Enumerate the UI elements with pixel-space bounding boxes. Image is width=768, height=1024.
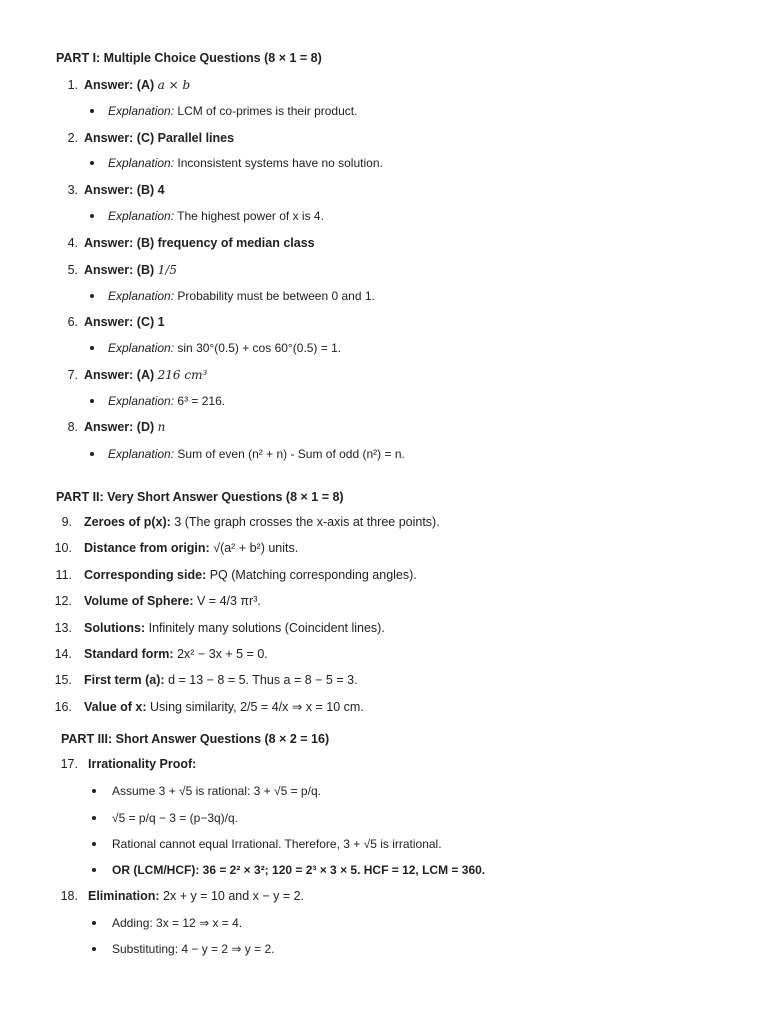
answer-label: Value of x: xyxy=(84,700,147,714)
explanation-text: sin 30°(0.5) + cos 60°(0.5) = 1. xyxy=(177,341,342,355)
answer-body xyxy=(84,314,165,330)
answer-label: Zeroes of p(x): xyxy=(84,515,171,529)
answer-body xyxy=(84,419,165,435)
item-number: 2. xyxy=(67,131,78,145)
explanation-label: Explanation: xyxy=(108,341,175,355)
answer-body xyxy=(84,77,190,93)
answer-label: Corresponding side: xyxy=(84,568,207,582)
item-number: 11. xyxy=(55,568,72,582)
answer-body xyxy=(84,130,234,146)
answer-body xyxy=(84,235,315,251)
answer-label: Standard form: xyxy=(84,647,174,661)
explanation-text: Probability must be between 0 and 1. xyxy=(177,289,375,303)
bullet-dot xyxy=(90,294,94,298)
answer-body xyxy=(84,262,177,278)
item-number: 8. xyxy=(67,420,78,434)
item-number: 1. xyxy=(67,78,78,92)
answer-text: Infinitely many solutions (Coincident lines). xyxy=(148,621,385,635)
explanation-line xyxy=(108,288,375,304)
answer-label: Solutions: xyxy=(84,621,146,635)
explanation-line xyxy=(108,208,324,224)
answer-label: Answer: (A) xyxy=(84,368,155,382)
explanation-line xyxy=(108,393,225,409)
bullet-dot xyxy=(92,842,96,846)
explanation-text: Sum of even (n² + n) - Sum of odd (n²) = n. xyxy=(177,447,405,461)
explanation-label: Explanation: xyxy=(108,104,175,118)
bullet-line: Rational cannot equal Irrational. Therefore, 3 + √5 is irrational. xyxy=(112,837,442,851)
explanation-label: Explanation: xyxy=(108,447,175,461)
answer-text: √(a² + b²) units. xyxy=(213,541,299,555)
item-number: 5. xyxy=(67,263,78,277)
bullet-line: Assume 3 + √5 is rational: 3 + √5 = p/q. xyxy=(112,784,321,798)
part1-heading: PART I: Multiple Choice Questions (8 × 1 = 8) xyxy=(56,51,322,65)
item-number: 10. xyxy=(54,541,72,555)
answer-body xyxy=(84,367,207,383)
answer-text: PQ (Matching corresponding angles). xyxy=(209,568,417,582)
item-text: 2x + y = 10 and x − y = 2. xyxy=(163,889,305,903)
item-number: 3. xyxy=(67,183,78,197)
explanation-line xyxy=(108,340,341,356)
answer-body xyxy=(84,182,165,198)
explanation-label: Explanation: xyxy=(108,289,175,303)
item-number: 4. xyxy=(67,236,78,250)
answer-math: n xyxy=(157,420,166,434)
item-number: 18. xyxy=(60,889,78,903)
item-number: 7. xyxy=(67,368,78,382)
bullet-dot xyxy=(92,816,96,820)
explanation-text: LCM of co-primes is their product. xyxy=(177,104,358,118)
answer-math: a × b xyxy=(157,78,191,92)
answer-text: Using similarity, 2/5 = 4/x ⇒ x = 10 cm. xyxy=(150,700,364,714)
answer-text: 2x² − 3x + 5 = 0. xyxy=(177,647,268,661)
bullet-dot xyxy=(92,789,96,793)
item-number: 12. xyxy=(54,594,72,608)
answer-body xyxy=(84,699,364,715)
item-number: 9. xyxy=(61,515,72,529)
bullet-dot xyxy=(90,161,94,165)
item-number: 16. xyxy=(54,700,72,714)
item-number: 13. xyxy=(54,621,72,635)
answer-label: Volume of Sphere: xyxy=(84,594,194,608)
item-label: Elimination: xyxy=(88,889,160,903)
item-number: 17. xyxy=(60,757,78,771)
bullet-line: √5 = p/q − 3 = (p−3q)/q. xyxy=(112,811,239,825)
bullet-dot xyxy=(90,214,94,218)
bullet-dot xyxy=(90,109,94,113)
item-label: Irrationality Proof: xyxy=(88,757,197,771)
answer-label: Distance from origin: xyxy=(84,541,210,555)
answer-body xyxy=(84,567,417,583)
explanation-line xyxy=(108,155,383,171)
item-number: 6. xyxy=(67,315,78,329)
bullet-dot xyxy=(90,399,94,403)
bullet-line: Adding: 3x = 12 ⇒ x = 4. xyxy=(112,916,243,930)
bullet-dot xyxy=(90,346,94,350)
answer-text: d = 13 − 8 = 5. Thus a = 8 − 5 = 3. xyxy=(168,673,358,687)
answer-label: Answer: (C) 1 xyxy=(84,315,165,329)
answer-label: First term (a): xyxy=(84,673,165,687)
explanation-text: Inconsistent systems have no solution. xyxy=(177,156,383,170)
part2-heading: PART II: Very Short Answer Questions (8 × 1 = 8) xyxy=(56,490,344,504)
item-number: 14. xyxy=(54,647,72,661)
item-number: 15. xyxy=(54,673,72,687)
answer-body xyxy=(84,514,440,530)
answer-label: Answer: (B) xyxy=(84,263,155,277)
answer-body xyxy=(84,540,298,556)
explanation-text: 6³ = 216. xyxy=(177,394,226,408)
answer-body xyxy=(84,620,385,636)
answer-text: 3 (The graph crosses the x-axis at three points). xyxy=(174,515,440,529)
bullet-line: Substituting: 4 − y = 2 ⇒ y = 2. xyxy=(112,942,275,956)
explanation-label: Explanation: xyxy=(108,394,175,408)
bullet-dot xyxy=(92,868,96,872)
bullet-dot xyxy=(92,947,96,951)
explanation-label: Explanation: xyxy=(108,209,175,223)
answer-label: Answer: (A) xyxy=(84,78,155,92)
part3-heading: PART III: Short Answer Questions (8 × 2 = 16) xyxy=(61,732,330,746)
explanation-line xyxy=(108,103,357,119)
answer-body xyxy=(84,646,268,662)
explanation-line xyxy=(108,446,405,462)
bullet-dot xyxy=(92,921,96,925)
answer-text: V = 4/3 πr³. xyxy=(197,594,261,608)
answer-label: Answer: (D) xyxy=(84,420,155,434)
answer-label: Answer: (B) frequency of median class xyxy=(84,236,315,250)
explanation-text: The highest power of x is 4. xyxy=(177,209,324,223)
answer-label: Answer: (B) 4 xyxy=(84,183,165,197)
answer-body xyxy=(84,593,261,609)
answer-body xyxy=(84,672,358,688)
bullet-dot xyxy=(90,452,94,456)
bullet-line: OR (LCM/HCF): 36 = 2² × 3²; 120 = 2³ × 3 × 5. HCF = 12, LCM = 360. xyxy=(112,863,486,877)
answer-math: 216 cm³ xyxy=(157,368,208,382)
answer-math: 1/5 xyxy=(157,263,177,277)
answer-label: Answer: (C) Parallel lines xyxy=(84,131,235,145)
explanation-label: Explanation: xyxy=(108,156,175,170)
